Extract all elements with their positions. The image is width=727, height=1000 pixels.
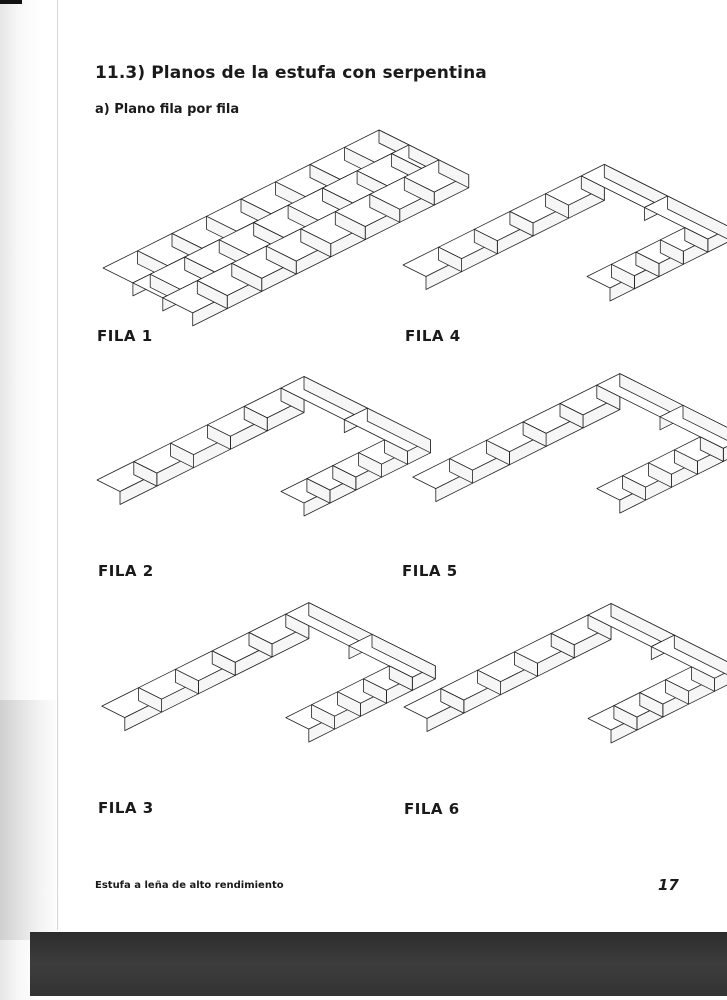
page-number: 17 <box>658 876 679 894</box>
figure-fila-3 <box>102 603 436 743</box>
label-fila-4: FILA 4 <box>405 327 461 345</box>
label-fila-2: FILA 2 <box>98 562 154 580</box>
subtitle: a) Plano fila por fila <box>95 102 240 117</box>
footer-text: Estufa a leña de alto rendimiento <box>95 880 284 891</box>
figure-fila-1 <box>103 130 469 326</box>
figure-fila-6 <box>404 604 727 744</box>
figure-fila-5 <box>413 374 727 513</box>
scan-bottom-band <box>30 932 727 996</box>
label-fila-6: FILA 6 <box>404 800 460 818</box>
figure-fila-2 <box>97 377 431 517</box>
label-fila-3: FILA 3 <box>98 799 154 817</box>
label-fila-5: FILA 5 <box>402 562 458 580</box>
section-title: 11.3) Planos de la estufa con serpentina <box>95 63 487 83</box>
label-fila-1: FILA 1 <box>97 327 153 345</box>
